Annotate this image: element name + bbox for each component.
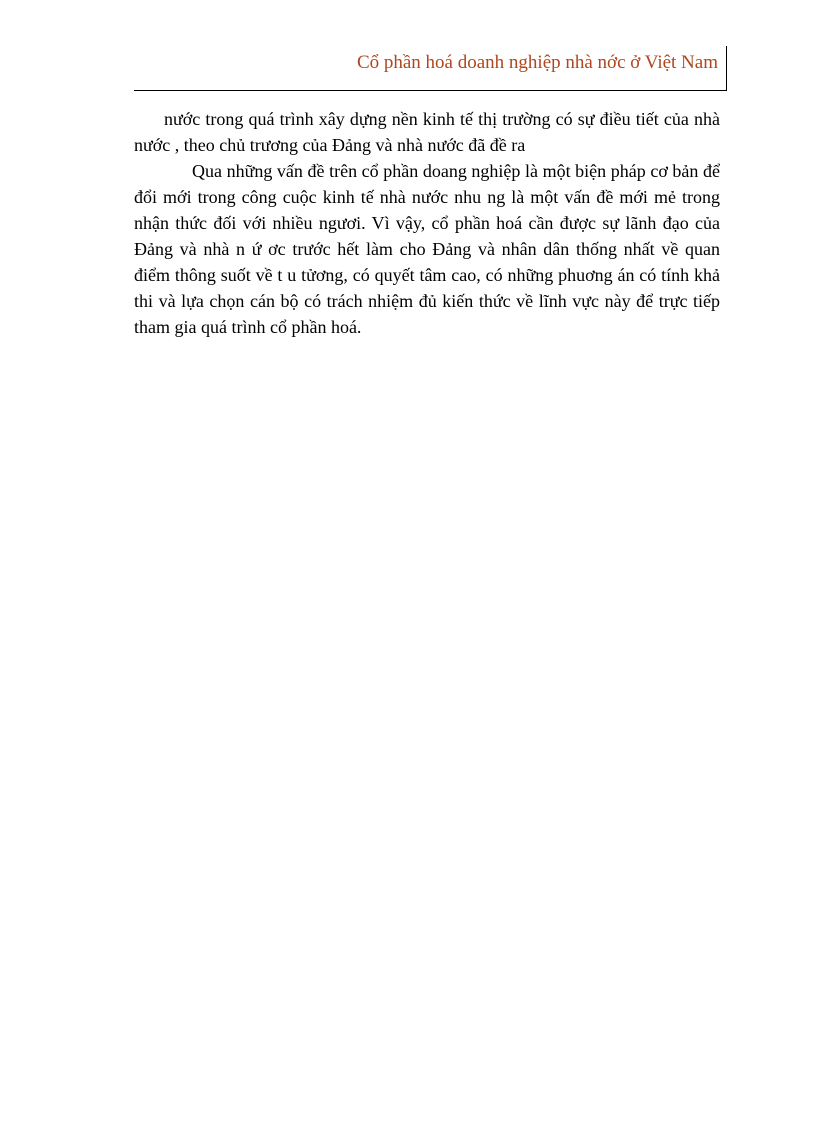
paragraph-2: Qua những vấn đề trên cổ phần doang nghiệp là một biện pháp cơ bản để đổi mới trong công cuộc kinh tế nhà nước nhu ng là một vấn đề mới mẻ trong nhận thức đối với nhiều ngươi. Vì vậy, cổ phần hoá cần được sự lãnh đạo của Đảng và nhà n ứ ơc trước hết làm cho Đảng và nhân dân thống nhất về quan điểm thông suốt về t u tửơng, có quyết tâm cao, có những phuơng án có tính khả thi và lựa chọn cán bộ có trách nhiệm đủ kiến thức về lĩnh vực này để trực tiếp tham gia quá trình cổ phần hoá. bbox=[134, 161, 720, 337]
paragraph-1: nước trong quá trình xây dựng nền kinh tế thị trường có sự điều tiết của nhà nước , theo chủ trương của Đảng và nhà nước đã đề ra bbox=[134, 109, 720, 155]
page-header bbox=[134, 46, 727, 91]
header-title: Cổ phần hoá doanh nghiệp nhà nớc ở Việt Nam bbox=[356, 52, 718, 73]
body-text bbox=[134, 106, 720, 340]
